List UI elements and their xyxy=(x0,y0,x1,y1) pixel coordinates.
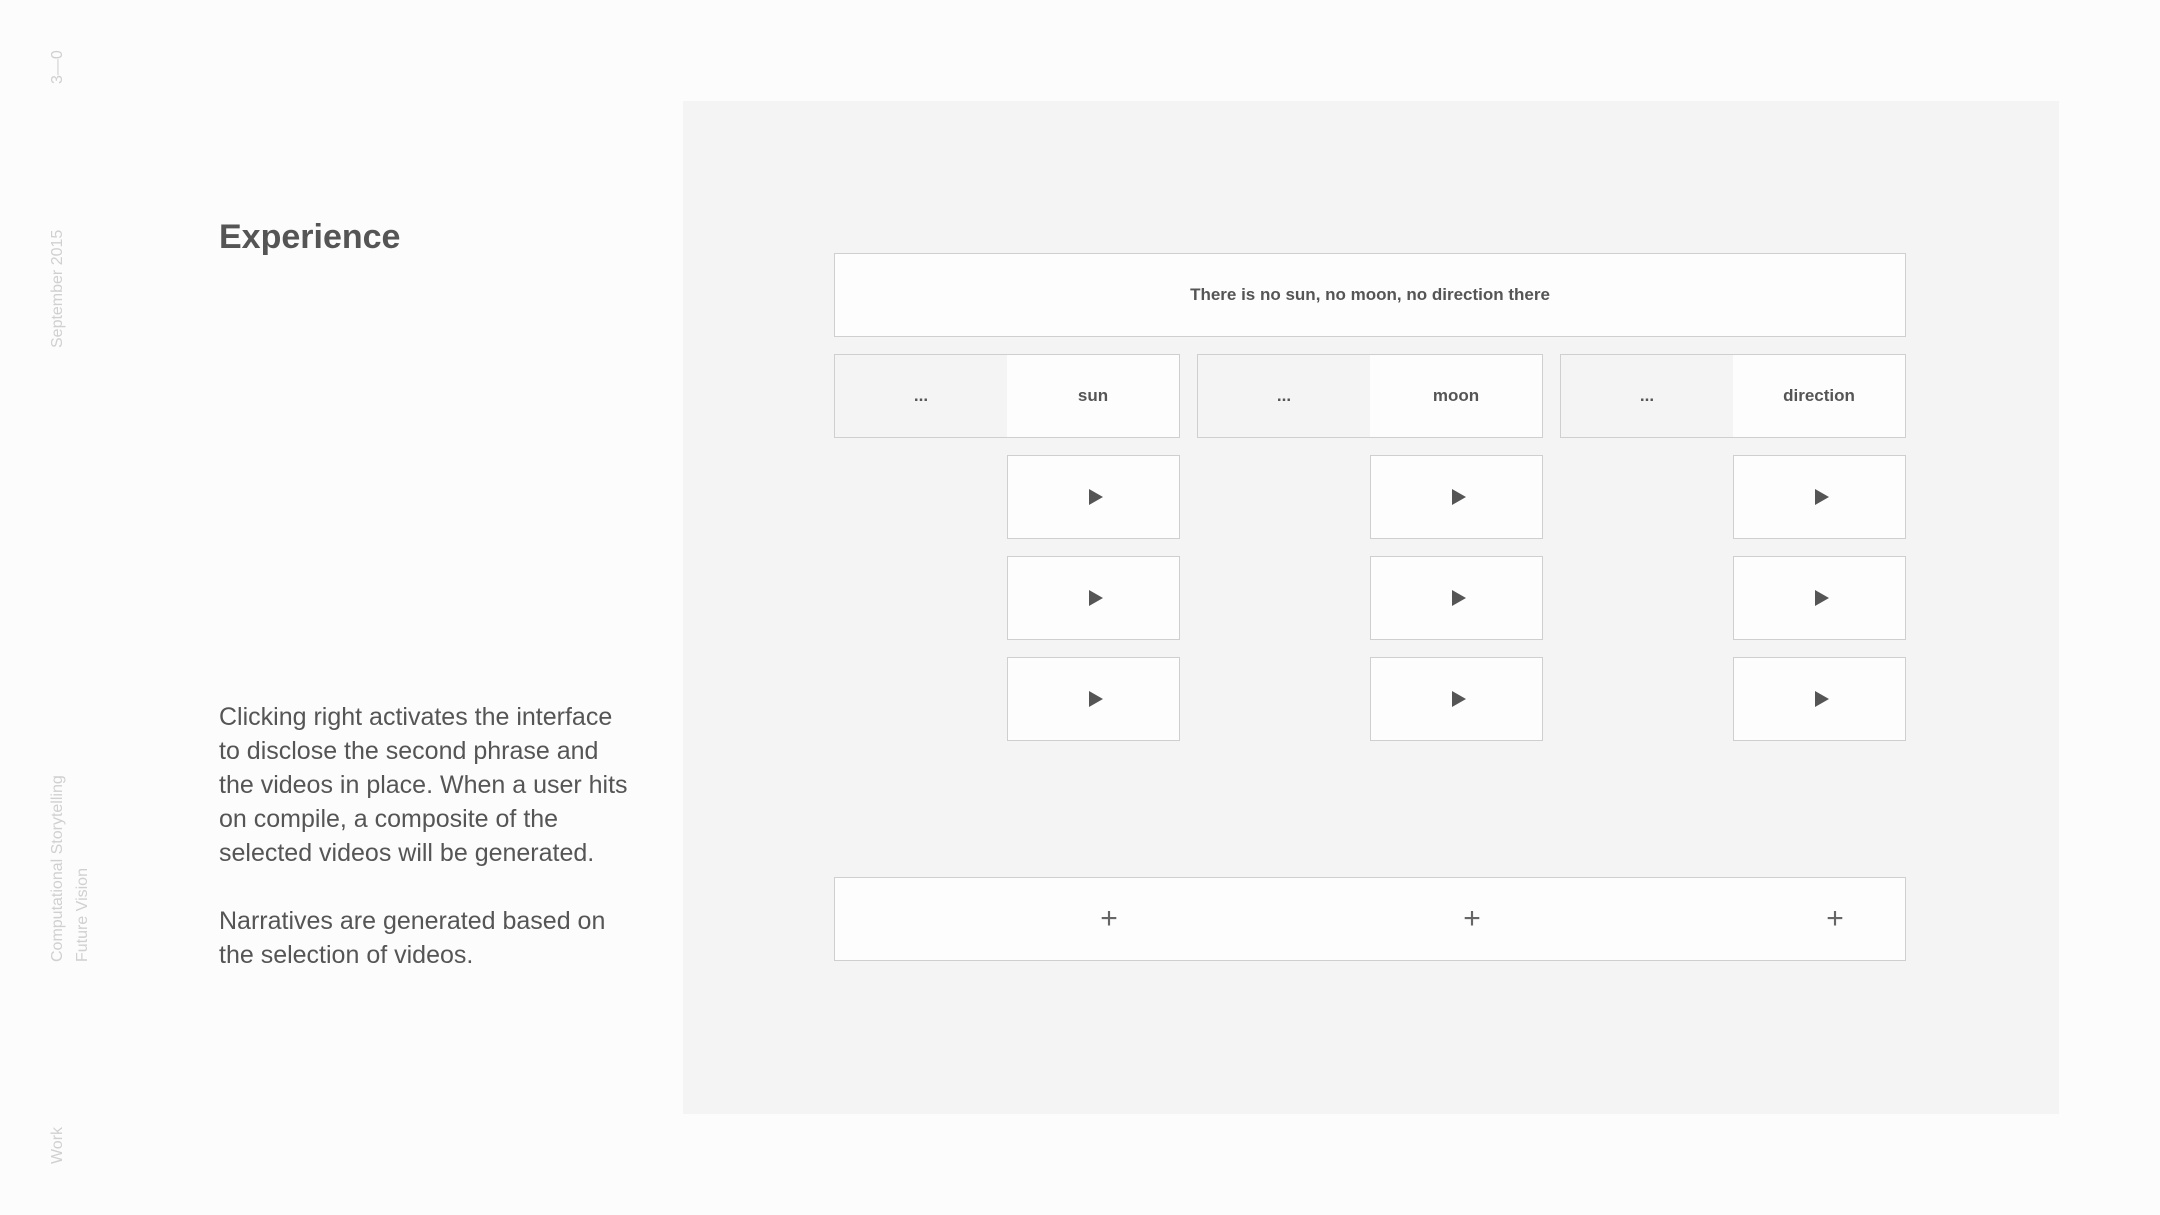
play-icon xyxy=(1089,590,1103,606)
add-button[interactable]: + xyxy=(1463,902,1481,935)
video-tile[interactable] xyxy=(1733,556,1906,640)
play-icon xyxy=(1089,489,1103,505)
word-placeholder[interactable]: ... xyxy=(1561,355,1733,437)
video-tile[interactable] xyxy=(1733,455,1906,539)
project-subtitle: Future Vision xyxy=(74,868,91,962)
video-tile[interactable] xyxy=(1370,657,1543,741)
phrase-box[interactable]: There is no sun, no moon, no direction there xyxy=(834,253,1906,337)
description-paragraph: Narratives are generated based on the selection of videos. xyxy=(219,907,606,969)
word-selector-moon[interactable] xyxy=(1197,354,1543,438)
interface-mockup xyxy=(683,101,2059,1114)
play-icon xyxy=(1089,691,1103,707)
word-label[interactable]: moon xyxy=(1370,355,1542,437)
video-tile[interactable] xyxy=(1007,455,1180,539)
date-label: September 2015 xyxy=(49,229,66,348)
compile-bar xyxy=(834,877,1906,961)
word-label[interactable]: direction xyxy=(1733,355,1905,437)
video-tile[interactable] xyxy=(1370,455,1543,539)
word-label[interactable]: sun xyxy=(1007,355,1179,437)
word-placeholder[interactable]: ... xyxy=(1198,355,1370,437)
word-selector-sun[interactable] xyxy=(834,354,1180,438)
video-tile[interactable] xyxy=(1007,657,1180,741)
description xyxy=(219,700,639,1006)
play-icon xyxy=(1452,489,1466,505)
add-button[interactable]: + xyxy=(1100,902,1118,935)
video-tile[interactable] xyxy=(1370,556,1543,640)
play-icon xyxy=(1452,691,1466,707)
play-icon xyxy=(1815,489,1829,505)
description-paragraph: Clicking right activates the interface to disclose the second phrase and the videos in place. When a user hits on compile, a composite of the selected videos will be generated. xyxy=(219,703,628,867)
video-tile[interactable] xyxy=(1007,556,1180,640)
project-title: Computational Storytelling xyxy=(49,775,66,962)
page-title: Experience xyxy=(219,218,401,256)
play-icon xyxy=(1452,590,1466,606)
play-icon xyxy=(1815,590,1829,606)
play-icon xyxy=(1815,691,1829,707)
add-button[interactable]: + xyxy=(1826,902,1844,935)
word-placeholder[interactable]: ... xyxy=(835,355,1007,437)
page-number: 3—0 xyxy=(49,50,66,84)
video-tile[interactable] xyxy=(1733,657,1906,741)
word-selector-direction[interactable] xyxy=(1560,354,1906,438)
section-label: Work xyxy=(49,1126,66,1164)
